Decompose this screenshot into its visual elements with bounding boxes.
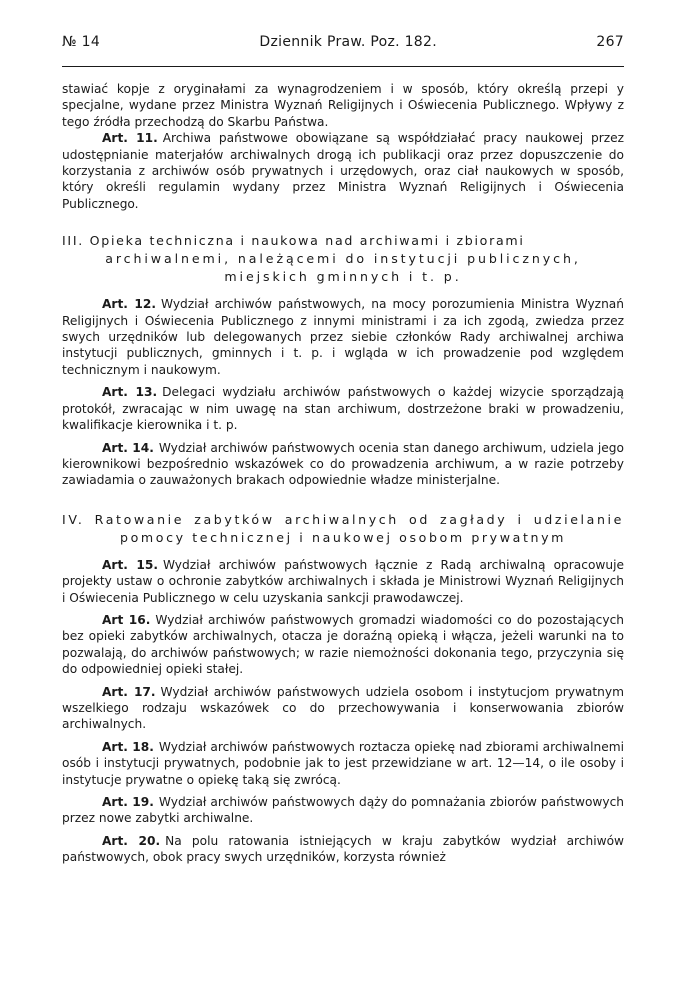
article-18-label: Art. 18. [102,739,154,754]
page-header [62,30,624,56]
article-18 [62,739,624,788]
article-19-text: Wydział archiwów państwowych dąży do pomnażania zbiorów państwowych przez nowe zabytki archiwalne. [62,795,625,826]
article-16-text: Wydział archiwów państwowych gromadzi wiadomości co do pozostających bez opieki zabytków archiwalnych, otacza je doraźną opieką i włącza, jeżeli warunki na to pozwalają, do archiwów państwowych; w razie niemożności dokonania tego, przyczynia się do odpowiedniej opieki stałej. [62,612,624,677]
article-13-label: Art. 13. [102,385,158,400]
article-16 [62,612,624,678]
document-page [62,30,624,866]
article-11-text: Archiwa państwowe obowiązane są współdziałać pracy naukowej przez udostępnianie materjałów archiwalnych drogą ich publikacji oraz przez dopuszczenie do korzystania z archiwów osób prywatnych i urzędowych, oraz ciał naukowych w sposób, który określi regulamin wydany przez Ministra Wyznań Religijnych i Oświecenia Publicznego. [62,131,624,211]
article-14 [62,440,624,489]
article-20-text: Na polu ratowania istniejących w kraju zabytków wydział archiwów państwowych, obok pracy swych urzędników, korzysta również [62,833,624,865]
article-19 [62,794,624,827]
article-15 [62,557,624,606]
article-18-text: Wydział archiwów państwowych roztacza opiekę nad zbiorami archiwalnemi osób i instytucji prywatnych, podobnie jak to jest przewidziane w art. 12—14, o ile osoby i instytucje prywatne o opiekę taką się zwrócą. [62,739,624,787]
section-3-heading-line-3: miejskich gminnych i t. p. [224,269,462,285]
article-11-label: Art. 11. [102,131,158,146]
article-20-label: Art. 20. [102,833,161,848]
header-rule [62,66,624,67]
issue-number: № 14 [62,34,101,50]
article-13-text: Delegaci wydziału archiwów państwowych o każdej wizycie sporządzają protokół, zwracając w nim uwagę na stan archiwum, dostrzeżone braki w prowadzeniu, kwalifikacje kierownika i t. p. [62,385,624,433]
article-20 [62,833,624,866]
paragraph-continuation: stawiać kopje z oryginałami za wynagrodzeniem i w sposób, który określą przepi y specjalne, wydane przez Ministra Wyznań Religijnych i Oświecenia Publicznego. Wpływy z tego źródła przechodzą do Skarbu Państwa. [62,82,624,129]
article-16-label: Art 16. [102,612,151,627]
article-13 [62,384,624,433]
article-17-label: Art. 17. [102,684,156,699]
section-4-heading: IV. Ratowanie zabytków archiwalnych od zagłady i udzielanie pomocy technicznej i naukowej osobom prywatnym [62,511,624,545]
article-14-text: Wydział archiwów państwowych ocenia stan danego archiwum, udziela jego kierownikowi bezpośrednio wskazówek co do prowadzenia archiwum, a w razie potrzeby zawiadamia o zauważonych brakach odpowiednie władze ministerjalne. [62,440,624,488]
article-17 [62,684,624,733]
article-12-label: Art. 12. [102,297,156,312]
article-17-text: Wydział archiwów państwowych udziela osobom i instytucjom prywatnym wszelkiego rodzaju wskazówek co do przechowywania i konserwowania zbiorów archiwalnych. [62,684,624,732]
article-15-label: Art. 15. [102,557,158,572]
article-15-text: Wydział archiwów państwowych łącznie z Radą archiwalną opracowuje projekty ustaw o ochronie zabytków archiwalnych i składa je Ministrowi Wyznań Religijnych i Oświecenia Publicznego w celu uzyskania sankcji prawodawczej. [62,557,624,605]
article-12 [62,296,624,378]
journal-title: Dziennik Praw. Poz. 182. [259,34,437,50]
section-3-heading-line-1: III. Opieka techniczna i naukowa nad archiwami i zbiorami [62,233,525,249]
article-14-label: Art. 14. [102,440,154,455]
article-11 [62,130,624,212]
section-3-heading-line-2: archiwalnemi, należącemi do instytucji publicznych, [105,251,581,267]
article-19-label: Art. 19. [102,795,154,809]
article-12-text: Wydział archiwów państwowych, na mocy porozumienia Ministra Wyznań Religijnych i Oświecenia Publicznego z innymi ministrami i za ich zgodą, zwiedza przez swych urzędników lub delegowanych przez siebie członków Rady archiwalnej archiwa instytucji publicznych, gminnych i t. p. i wgląda w ich prowadzenie pod względem technicznym i naukowym. [62,297,624,377]
page-number: 267 [596,34,624,50]
